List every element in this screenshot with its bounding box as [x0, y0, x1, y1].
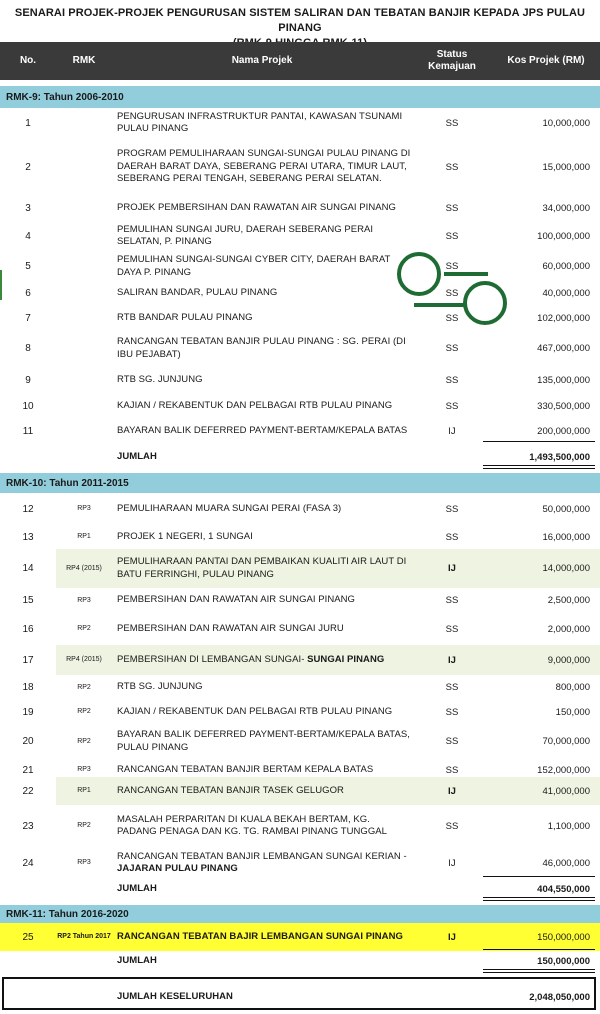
table-row: [0, 331, 600, 366]
row-number: 6: [25, 288, 31, 299]
section-rmk11: RMK-11: Tahun 2016-2020: [0, 905, 600, 923]
table-row: [0, 220, 600, 252]
annotation-circle-2: [463, 281, 507, 325]
row-status: SS: [445, 764, 459, 776]
table-row: [0, 675, 600, 700]
row-status: SS: [445, 374, 459, 386]
left-edge-marker: [0, 270, 2, 300]
row-cost: 100,000,000: [537, 230, 590, 242]
row-project-name: [112, 700, 412, 724]
table-row: [0, 645, 600, 675]
row-cost: 200,000,000: [537, 425, 590, 437]
table-row: [0, 196, 600, 220]
row-status: SS: [445, 623, 459, 635]
row-status: SS: [445, 161, 459, 173]
row-project-name: [112, 108, 412, 138]
row-status: IJ: [412, 645, 492, 675]
row-status: SS: [445, 230, 459, 242]
row-number: 22: [22, 785, 34, 797]
row-status: SS: [445, 682, 459, 693]
table-row: [0, 549, 600, 588]
table-row: [0, 366, 600, 394]
row-rmk: [56, 196, 112, 220]
row-cost: 2,000,000: [547, 623, 590, 635]
table-row: [0, 613, 600, 645]
total-value-rmk10: 404,550,000: [537, 883, 590, 895]
row-status: SS: [445, 261, 459, 272]
row-cost: 330,500,000: [537, 401, 590, 412]
row-status: IJ: [448, 857, 456, 869]
table-row: [0, 493, 600, 525]
table-row: [0, 700, 600, 724]
project-name-text: PEMULIHARAAN PANTAI DAN PEMBAIKAN KUALITI AIR LAUT DI BATU FERRINGHI, PULAU PINANG: [117, 556, 407, 580]
row-project-name: [112, 306, 412, 331]
project-name-text: BAYARAN BALIK DEFERRED PAYMENT-BERTAM/KEPALA BATAS: [117, 424, 408, 436]
row-project-name: [112, 196, 412, 220]
total-label: JUMLAH: [117, 882, 157, 894]
project-name-text: KAJIAN / REKABENTUK DAN PELBAGAI RTB PULAU PINANG: [117, 705, 393, 717]
row-number: 18: [22, 682, 34, 693]
row-project-name: [112, 252, 412, 281]
table-row: [0, 525, 600, 549]
row-project-name: [112, 493, 412, 525]
row-number: 4: [25, 230, 31, 242]
row-status: SS: [445, 313, 459, 324]
annotation-circle-1: [397, 252, 441, 296]
row-rmk: [56, 331, 112, 366]
row-project-name: [112, 525, 412, 549]
row-cost: 60,000,000: [542, 261, 590, 272]
row-project-name: [112, 331, 412, 366]
row-status: IJ: [448, 931, 456, 943]
table-row: [0, 394, 600, 419]
annotation-stroke-2: [414, 303, 466, 307]
project-name-text: RANCANGAN TEBATAN BANJIR LEMBANGAN SUNGAI KERIAN -: [117, 850, 407, 862]
row-number: 3: [25, 202, 31, 214]
row-cost: 150,000: [555, 706, 590, 718]
project-name-text: PEMULIHAN SUNGAI JURU, DAERAH SEBERANG PERAI SELATAN, P. PINANG: [117, 223, 374, 247]
project-name-text: RTB BANDAR PULAU PINANG: [117, 312, 253, 324]
row-project-name: [112, 923, 412, 951]
row-number: 10: [22, 401, 34, 412]
row-project-name: [112, 220, 412, 252]
row-number: 1: [25, 117, 31, 129]
row-number: 15: [22, 595, 34, 606]
row-rmk: [56, 306, 112, 331]
row-status: SS: [445, 736, 459, 747]
row-cost: 467,000,000: [537, 343, 590, 354]
project-name-text: RANCANGAN TEBATAN BANJIR PULAU PINANG : SG. PERAI (DI IBU PEJABAT): [117, 336, 406, 360]
row-rmk: RP3: [77, 859, 91, 866]
row-project-name: [112, 549, 412, 588]
row-cost: 16,000,000: [542, 531, 590, 543]
table-header: [0, 42, 600, 80]
row-rmk: RP2: [77, 683, 91, 691]
row-cost: 152,000,000: [537, 764, 590, 776]
row-cost: 9,000,000: [492, 645, 600, 675]
row-project-name: [112, 847, 412, 879]
section-rmk9: RMK-9: Tahun 2006-2010: [0, 86, 600, 108]
table-row: [0, 306, 600, 331]
row-cost: 135,000,000: [537, 374, 590, 386]
project-name-text: KAJIAN / REKABENTUK DAN PELBAGAI RTB PULAU PINANG: [117, 400, 393, 412]
table-row: [0, 419, 600, 443]
row-cost: 1,100,000: [547, 820, 590, 832]
total-line-rmk11-b: [483, 972, 595, 973]
project-name-bold-text: SUNGAI PINANG: [307, 653, 385, 665]
header-kos: Kos Projek (RM): [507, 55, 585, 66]
row-cost: 10,000,000: [542, 117, 590, 129]
total-value-rmk11: 150,000,000: [537, 955, 590, 967]
row-project-name: [112, 419, 412, 443]
table-row: [0, 777, 600, 805]
row-number: 11: [22, 425, 34, 437]
row-rmk: RP4 (2015): [56, 549, 112, 588]
table-row: [0, 923, 600, 951]
row-rmk: [56, 394, 112, 419]
total-line-rmk10-top: [483, 876, 595, 877]
row-rmk: RP2: [77, 822, 91, 829]
row-rmk: RP2 Tahun 2017: [57, 933, 111, 940]
row-rmk: RP2: [77, 708, 91, 715]
project-name-text: PEMBERSIHAN DAN RAWATAN AIR SUNGAI PINANG: [117, 594, 356, 606]
row-status: SS: [445, 706, 459, 718]
project-name-text: RANCANGAN TEBATAN BAJIR LEMBANGAN SUNGAI PINANG: [117, 930, 403, 942]
header-nama-projek: Nama Projek: [231, 55, 293, 66]
table-row: [0, 281, 600, 306]
total-line-rmk9-top: [483, 441, 595, 442]
project-name-text: PROJEK 1 NEGERI, 1 SUNGAI: [117, 530, 253, 542]
project-name-text: RANCANGAN TEBATAN BANJIR TASEK GELUGOR: [117, 784, 344, 796]
row-cost: 70,000,000: [542, 736, 590, 747]
row-project-name: [112, 281, 412, 306]
row-cost: 41,000,000: [492, 777, 600, 805]
section-rmk10: RMK-10: Tahun 2011-2015: [0, 473, 600, 493]
row-rmk: [56, 281, 112, 306]
table-row: [0, 138, 600, 196]
row-number: 24: [22, 857, 34, 869]
row-cost: 34,000,000: [542, 202, 590, 214]
row-rmk: RP2: [77, 625, 91, 632]
row-project-name: [112, 394, 412, 419]
row-status: SS: [445, 595, 459, 606]
row-number: 12: [22, 503, 34, 515]
row-number: 9: [25, 374, 31, 386]
total-row-rmk11: [0, 951, 600, 971]
row-rmk: [56, 252, 112, 281]
row-cost: 102,000,000: [537, 313, 590, 324]
row-rmk: [56, 138, 112, 196]
table-row: [0, 588, 600, 613]
row-cost: 150,000,000: [537, 931, 590, 943]
row-number: 25: [22, 931, 34, 943]
row-number: 23: [22, 820, 34, 832]
row-cost: 14,000,000: [492, 549, 600, 588]
row-number: 19: [22, 706, 34, 718]
project-name-text: RTB SG. JUNJUNG: [117, 681, 203, 693]
row-project-name: [112, 724, 412, 759]
project-name-bold-text: JAJARAN PULAU PINANG: [117, 863, 238, 874]
total-value-rmk9: 1,493,500,000: [529, 451, 590, 463]
row-cost: 15,000,000: [542, 161, 590, 173]
row-rmk: RP4 (2015): [56, 645, 112, 675]
grand-total-value: 2,048,050,000: [529, 991, 590, 1003]
row-project-name: [112, 613, 412, 645]
total-line-rmk11-top: [483, 949, 595, 950]
project-name-text: RANCANGAN TEBATAN BANJIR BERTAM KEPALA BATAS: [117, 763, 374, 775]
row-status: IJ: [448, 425, 456, 437]
row-number: 5: [25, 261, 31, 272]
total-line-rmk9-b: [483, 468, 595, 469]
row-rmk: [56, 419, 112, 443]
row-project-name: [112, 138, 412, 196]
grand-total-row: [0, 987, 600, 1007]
total-line-rmk9-a: [483, 465, 595, 466]
total-label: JUMLAH: [117, 954, 157, 966]
row-status: SS: [445, 343, 459, 354]
header-status: Status Kemajuan: [428, 49, 476, 72]
project-name-text: RTB SG. JUNJUNG: [117, 373, 203, 385]
row-number: 17: [22, 654, 34, 666]
row-project-name: [112, 366, 412, 394]
row-cost: 46,000,000: [542, 857, 590, 869]
project-name-text: MASALAH PERPARITAN DI KUALA BEKAH BERTAM, KG. PADANG PENAGA DAN KG. TG. RAMBAI PINANG TUNGGAL: [117, 813, 387, 837]
row-project-name: [112, 805, 412, 847]
annotation-stroke-1: [444, 272, 488, 276]
grand-total-label: JUMLAH KESELURUHAN: [117, 990, 233, 1002]
project-name-text: PROJEK PEMBERSIHAN DAN RAWATAN AIR SUNGAI PINANG: [117, 201, 396, 213]
row-cost: 50,000,000: [542, 503, 590, 515]
row-status: IJ: [412, 549, 492, 588]
project-name-text: SALIRAN BANDAR, PULAU PINANG: [117, 287, 278, 299]
row-number: 2: [25, 161, 31, 173]
row-status: SS: [445, 202, 459, 214]
row-rmk: RP2: [77, 737, 91, 745]
header-rmk: RMK: [72, 55, 96, 66]
table-row: [0, 108, 600, 138]
table-row: [0, 252, 600, 281]
project-name-text: PEMULIHAN SUNGAI-SUNGAI CYBER CITY, DAERAH BARAT DAYA P. PINANG: [117, 254, 391, 278]
row-cost: 2,500,000: [547, 595, 590, 606]
row-rmk: RP3: [77, 505, 91, 512]
header-no: No.: [19, 55, 37, 66]
row-project-name: [112, 777, 412, 805]
project-name-text: BAYARAN BALIK DEFERRED PAYMENT-BERTAM/KEPALA BATAS, PULAU PINANG: [117, 729, 410, 753]
row-status: SS: [445, 401, 459, 412]
row-rmk: RP1: [77, 533, 91, 540]
project-name-text: PENGURUSAN INFRASTRUKTUR PANTAI, KAWASAN TSUNAMI PULAU PINANG: [117, 110, 403, 134]
title-line-1: SENARAI PROJEK-PROJEK PENGURUSAN SISTEM SALIRAN DAN TEBATAN BANJIR KEPADA JPS PULAU PINANG: [14, 7, 586, 34]
row-status: SS: [445, 820, 459, 832]
row-project-name: [112, 588, 412, 613]
table-row: [0, 805, 600, 847]
row-rmk: RP3: [77, 766, 91, 773]
row-project-name: [112, 675, 412, 700]
project-name-text: PEMBERSIHAN DAN RAWATAN AIR SUNGAI JURU: [117, 622, 344, 634]
row-number: 14: [22, 563, 34, 574]
project-name-text: PEMBERSIHAN DI LEMBANGAN SUNGAI-: [117, 653, 308, 665]
row-rmk: [56, 108, 112, 138]
row-cost: 800,000: [555, 682, 590, 693]
project-name-text: PROGRAM PEMULIHARAAN SUNGAI-SUNGAI PULAU PINANG DI DAERAH BARAT DAYA, SEBERANG PERAI UTARA, TIMUR LAUT, SEBERANG PERAI TENGAH, SEBERANG PERAI SELATAN.: [117, 148, 411, 185]
total-row-rmk10: [0, 879, 600, 899]
row-number: 20: [22, 736, 34, 747]
row-rmk: RP1: [56, 777, 112, 805]
table-row: [0, 724, 600, 759]
row-number: 13: [22, 531, 34, 543]
row-rmk: [56, 366, 112, 394]
row-status: SS: [445, 288, 459, 299]
total-line-rmk10-a: [483, 897, 595, 898]
row-number: 21: [22, 764, 34, 776]
total-label: JUMLAH: [117, 450, 157, 462]
row-status: SS: [445, 531, 459, 543]
row-rmk: [56, 220, 112, 252]
total-line-rmk10-b: [483, 900, 595, 901]
row-rmk: RP3: [77, 596, 91, 604]
row-status: SS: [445, 503, 459, 515]
row-status: SS: [445, 117, 459, 129]
row-number: 7: [25, 313, 31, 324]
project-name-text: PEMULIHARAAN MUARA SUNGAI PERAI (FASA 3): [117, 502, 342, 514]
total-line-rmk11-a: [483, 969, 595, 970]
row-project-name: [112, 645, 412, 675]
row-number: 8: [25, 343, 31, 354]
table-row: [0, 847, 600, 879]
row-number: 16: [22, 623, 34, 635]
row-cost: 40,000,000: [542, 288, 590, 299]
row-status: IJ: [412, 777, 492, 805]
